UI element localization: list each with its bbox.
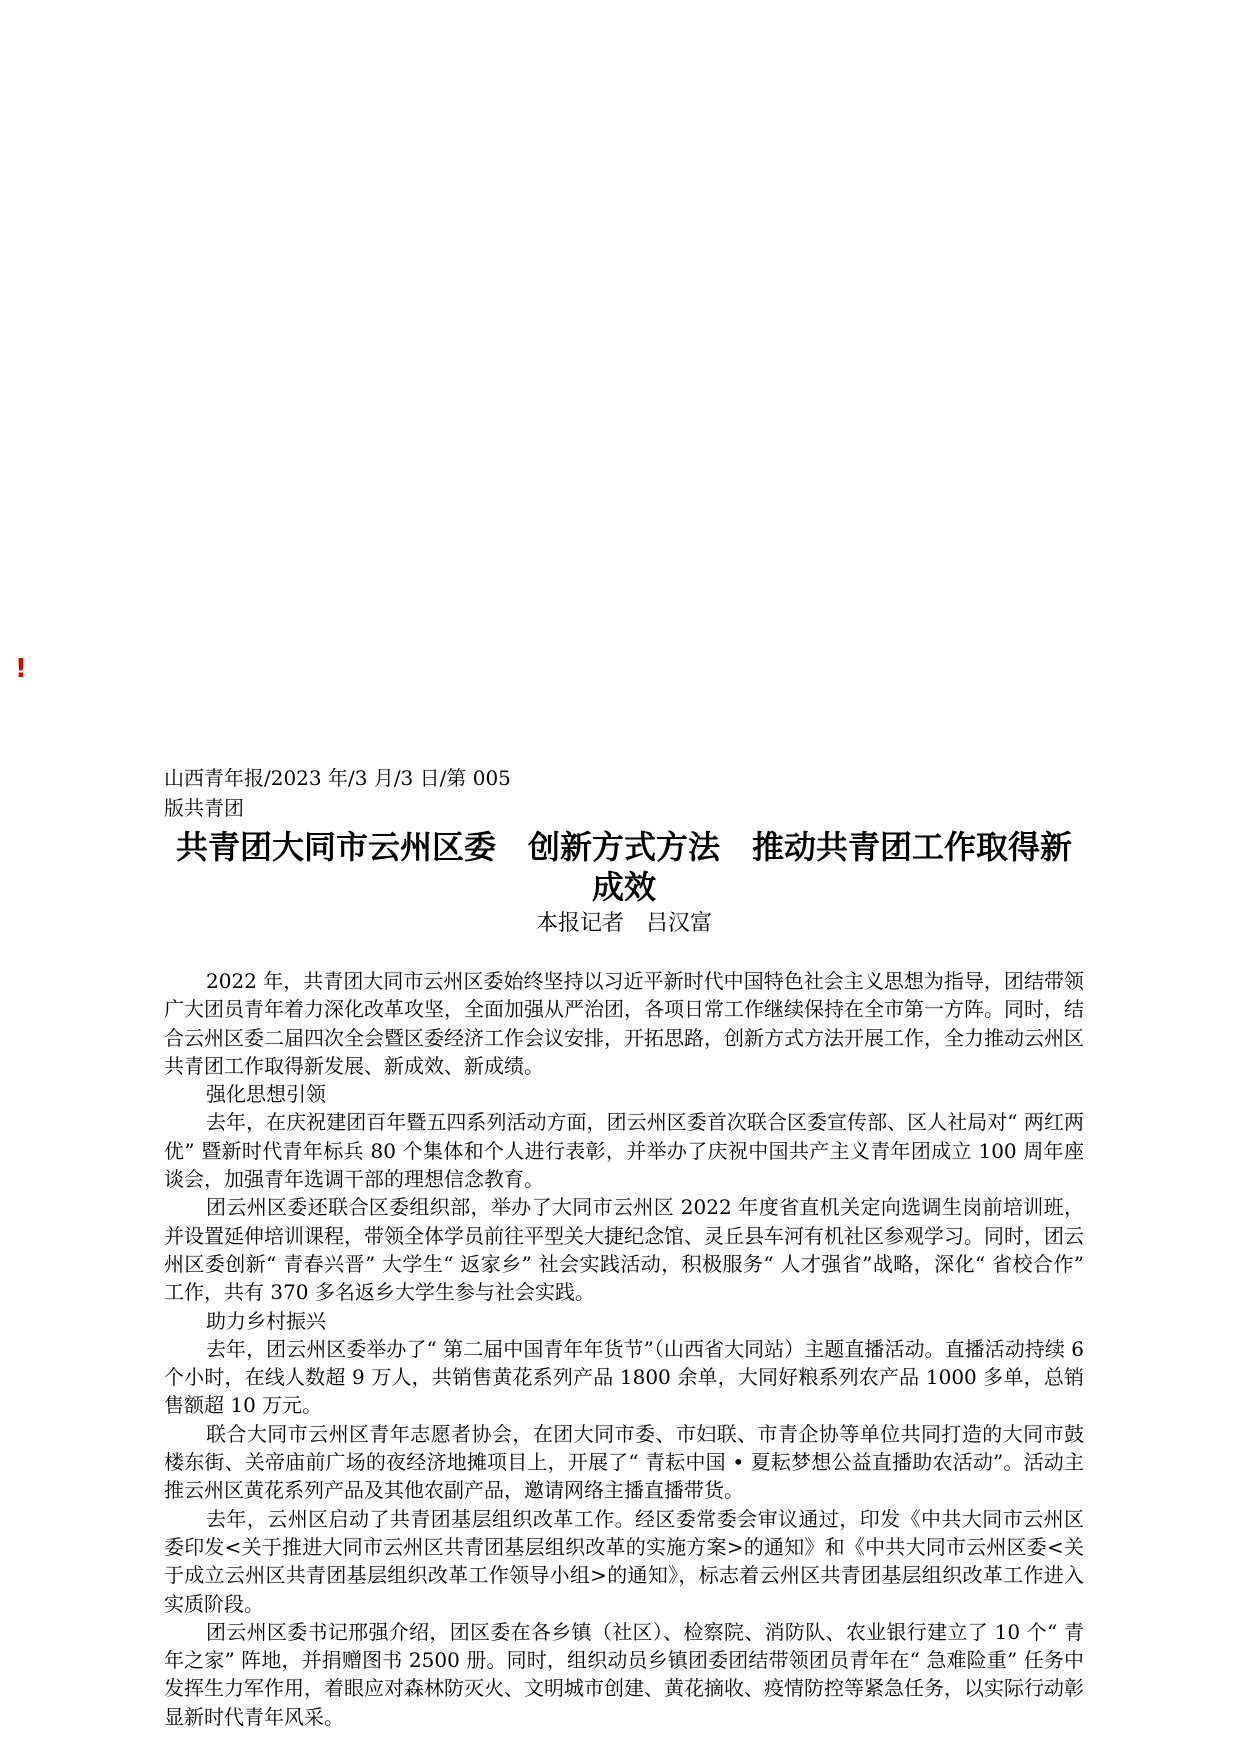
section-heading-rural: 助力乡村振兴 bbox=[206, 1308, 326, 1333]
red-exclamation-mark: ! bbox=[15, 654, 27, 684]
source-line: 山西青年报/2023 年/3 月/3 日/第 005 bbox=[164, 766, 511, 790]
article bbox=[164, 763, 1084, 1731]
article-title: 共青团大同市云州区委 创新方式方法 推动共青团工作取得新成效 bbox=[175, 828, 1072, 906]
source-line-section: 版共青团 bbox=[164, 796, 244, 820]
paragraph: 去年，团云州区委举办了“ 第二届中国青年年货节”（山西省大同站）主题直播活动。直播活动持续 6 个小时，在线人数超 9 万人，共销售黄花系列产品 1800 余单，大同好粮系列农产品 1000 多单，总销售额超 10 万元。 bbox=[164, 1336, 1084, 1418]
paragraph: 去年，在庆祝建团百年暨五四系列活动方面，团云州区委首次联合区委宣传部、区人社局对“ 两红两优” 暨新时代青年标兵 80 个集体和个人进行表彰，并举办了庆祝中国共产主义青年团成立 100 周年座谈会，加强青年选调干部的理想信念教育。 bbox=[164, 1110, 1084, 1192]
paragraph-intro: 2022 年，共青团大同市云州区委始终坚持以习近平新时代中国特色社会主义思想为指导，团结带领广大团员青年着力深化改革攻坚，全面加强从严治团，各项日常工作继续保持在全市第一方阵。同时，结合云州区委二届四次全会暨区委经济工作会议安排，开拓思路，创新方式方法开展工作，全力推动云州区共青团工作取得新发展、新成效、新成绩。 bbox=[164, 969, 1084, 1078]
section-heading-ideology: 强化思想引领 bbox=[206, 1082, 326, 1107]
paragraph: 联合大同市云州区青年志愿者协会，在团大同市委、市妇联、市青企协等单位共同打造的大同市鼓楼东街、关帝庙前广场的夜经济地摊项目上，开展了“ 青耘中国 • 夏耘梦想公益直播助农活动”。活动主推云州区黄花系列产品及其他农副产品，邀请网络主播直播带货。 bbox=[164, 1421, 1084, 1503]
paragraph: 去年，云州区启动了共青团基层组织改革工作。经区委常委会审议通过，印发《中共大同市云州区委印发<关于推进大同市云州区共青团基层组织改革的实施方案>的通知》和《中共大同市云州区委<关于成立云州区共青团基层组织改革工作领导小组>的通知》，标志着云州区共青团基层组织改革工作进入实质阶段。 bbox=[164, 1506, 1084, 1616]
paragraph: 团云州区委还联合区委组织部，举办了大同市云州区 2022 年度省直机关定向选调生岗前培训班，并设置延伸培训课程，带领全体学员前往平型关大捷纪念馆、灵丘县车河有机社区参观学习。同时，团云州区委创新“ 青春兴晋” 大学生“ 返家乡” 社会实践活动，积极服务“ 人才强省”战略，深化“ 省校合作” 工作，共有 370 多名返乡大学生参与社会实践。 bbox=[164, 1195, 1084, 1305]
paragraph: 团云州区委书记邢强介绍，团区委在各乡镇（社区）、检察院、消防队、农业银行建立了 10 个“ 青年之家” 阵地，并捐赠图书 2500 册。同时，组织动员乡镇团委团结带领团员青年在“ 急难险重” 任务中发挥生力军作用，着眼应对森林防灭火、文明城市创建、黄花摘收、疫情防控等紧急任务，以实际行动彰显新时代青年风采。 bbox=[164, 1619, 1084, 1729]
byline: 本报记者 吕汉富 bbox=[535, 911, 712, 936]
article-body bbox=[164, 967, 1084, 1731]
